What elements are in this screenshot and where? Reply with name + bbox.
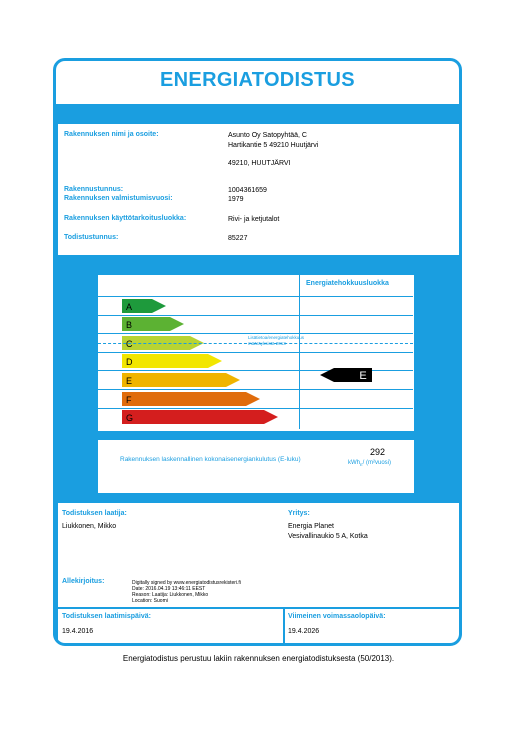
scale-row-right-f: [300, 389, 413, 408]
energy-class-arrow-g: [122, 410, 278, 424]
author-value: Liukkonen, Mikko: [62, 523, 117, 530]
scale-row-right-b: [300, 315, 413, 334]
rating-letter: E: [359, 370, 367, 382]
author-label: Todistuksen laatija:: [62, 510, 127, 517]
reference-note-2: määräyksistä 2013: [248, 341, 286, 346]
energy-class-letter-a: A: [126, 301, 133, 312]
company-line-1: Energia Planet: [288, 523, 334, 530]
energy-scale-box: [98, 275, 414, 431]
certificate-frame: [53, 58, 462, 646]
building-name-line-2: Hartikantie 5 49210 Huutjärvi: [228, 142, 319, 149]
energy-class-arrow-e: [122, 373, 240, 387]
issuer-separator: [58, 607, 461, 609]
building-id-value: 1004361659: [228, 187, 267, 194]
signature-line-4: Location: Suomi: [132, 598, 168, 604]
signature-line-2: Date: 2016.04.19 13:46:11 EEST: [132, 586, 206, 592]
header-band: [56, 61, 459, 104]
page-title: ENERGIATODISTUS: [160, 69, 355, 91]
consumption-value: 292: [370, 447, 386, 457]
consumption-box: [98, 440, 414, 493]
signature-label: Allekirjoitus:: [62, 578, 105, 585]
consumption-unit: kWh$_E$/ (m²vuosi): [348, 460, 392, 468]
energy-class-arrow-f: [122, 392, 260, 406]
company-line-2: Vesivallinaukio 5 A, Kotka: [288, 533, 368, 540]
energy-class-header: Energiatehokkuusluokka: [306, 280, 389, 287]
valid-until-label: Viimeinen voimassaolopäivä:: [288, 613, 386, 620]
building-name-line-1: Asunto Oy Satopyhtää, C: [228, 132, 307, 139]
signature-line-3: Reason: Laatija: Liukkonen, Mikko: [132, 592, 209, 598]
building-year-label: Rakennuksen valmistumisvuosi:: [64, 195, 173, 202]
building-info-box: [58, 124, 461, 255]
building-name-label: Rakennuksen nimi ja osoite:: [64, 131, 159, 138]
rating-indicator-arrow: [320, 368, 372, 382]
energy-class-letter-e: E: [126, 375, 133, 386]
certificate-id-value: 85227: [228, 235, 248, 242]
building-use-label: Rakennuksen käyttötarkoitusluokka:: [64, 215, 187, 222]
issue-date-label: Todistuksen laatimispäivä:: [62, 613, 151, 620]
building-use-value: Rivi- ja ketjutalot: [228, 216, 280, 223]
scale-row-right-a: [300, 296, 413, 315]
energy-class-letter-f: F: [126, 394, 132, 405]
energy-class-letter-d: D: [126, 357, 133, 368]
legal-footer: Energiatodistus perustuu lakiin rakennuksen energiatodistuksesta (50/2013).: [122, 654, 395, 663]
scale-row-right-g: [300, 408, 413, 427]
energy-class-letter-b: B: [126, 320, 133, 331]
building-id-label: Rakennustunnus:: [64, 186, 124, 193]
valid-until-value: 19.4.2026: [288, 628, 320, 635]
issuer-box: [58, 503, 461, 645]
building-name-line-3: 49210, HUUTJÄRVI: [228, 160, 291, 167]
signature-line-1: Digitally signed by www.energiatodistusrekisteri.fi: [132, 580, 241, 586]
energy-class-arrow-a: [122, 299, 166, 313]
building-year-value: 1979: [228, 196, 244, 203]
issue-date-value: 19.4.2016: [62, 628, 94, 635]
company-label: Yritys:: [288, 510, 310, 517]
energy-class-letter-c: C: [126, 338, 133, 349]
energy-class-arrow-b: [122, 317, 184, 331]
energy-class-letter-g: G: [126, 413, 134, 424]
reference-note-1: Lisätietoa/energiatehokkuus: [248, 335, 305, 340]
energy-class-arrow-d: [122, 354, 222, 368]
certificate-id-label: Todistustunnus:: [64, 234, 119, 241]
date-divider: [283, 607, 285, 645]
consumption-label: Rakennuksen laskennallinen kokonaisenergiankulutus (E-luku): [120, 456, 301, 463]
